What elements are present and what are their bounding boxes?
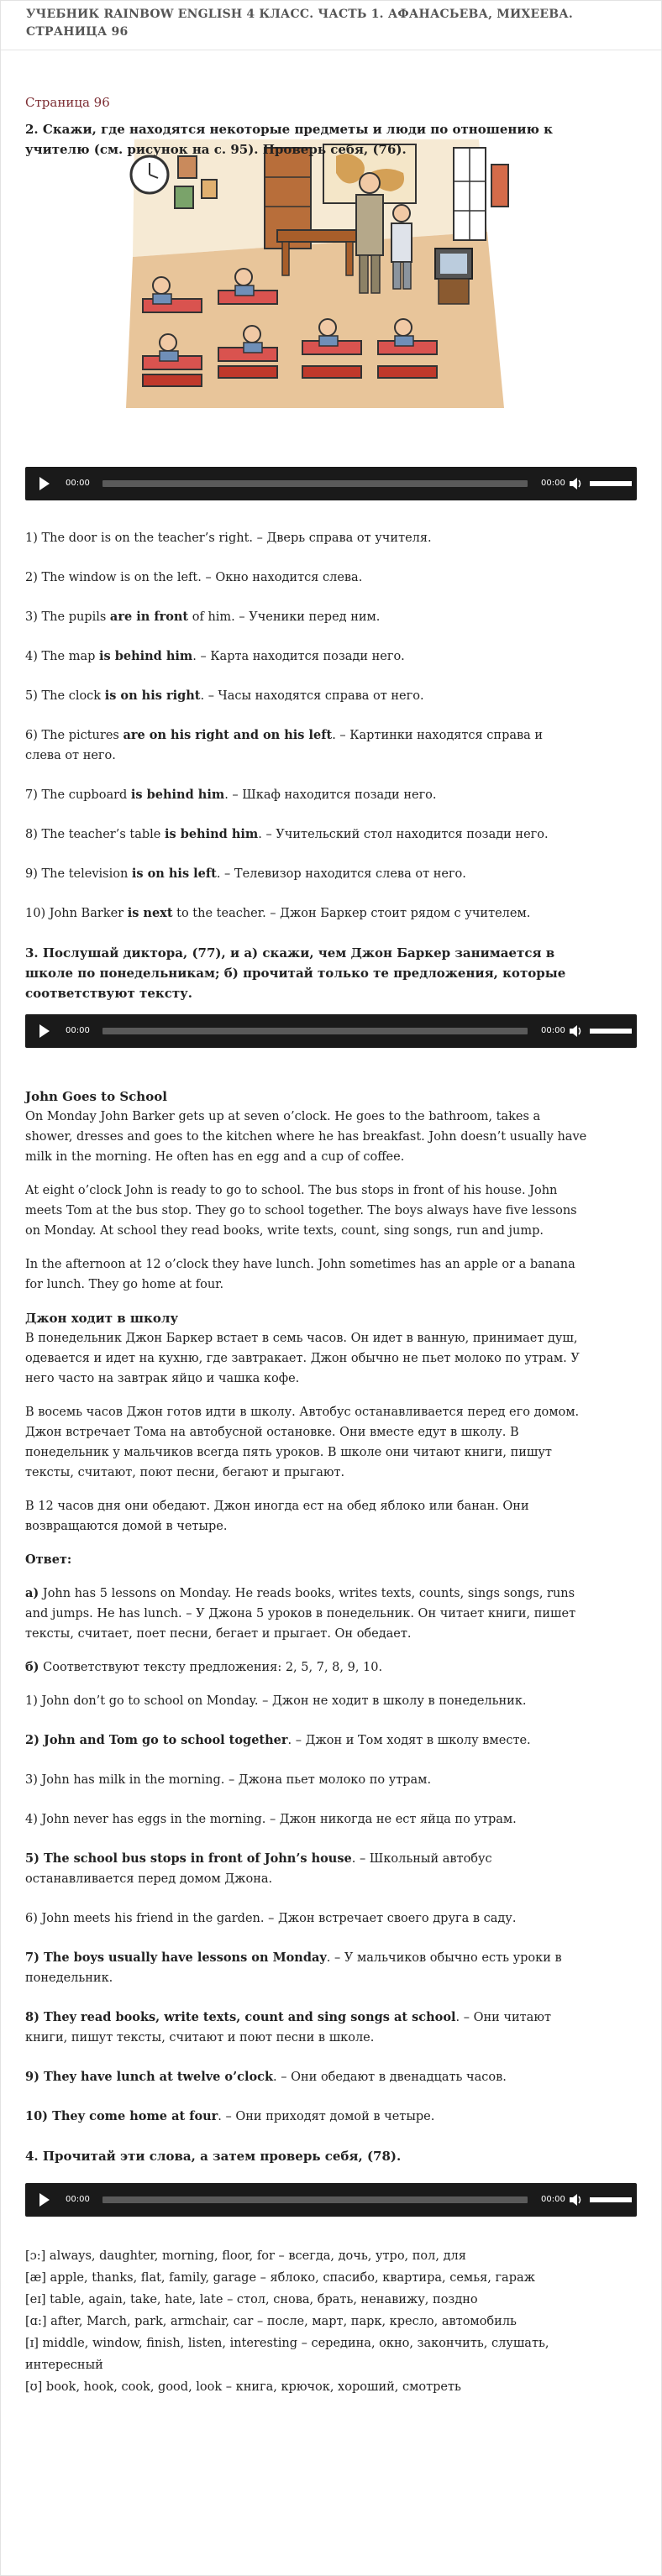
text-line: on Monday. At school they read books, write texts, count, sing songs, run and jump. — [25, 1224, 544, 1238]
answer-highlight: is next — [127, 906, 173, 920]
text-line: In the afternoon at 12 o’clock they have lunch. John sometimes has an apple or a banana — [25, 1258, 575, 1271]
audio-duration: 00:00 — [541, 1026, 565, 1035]
answer-text: . – Джон и Том ходят в школу вместе. — [287, 1734, 531, 1747]
text-line: тексты, считают, поют песни, бегают и прыгают. — [25, 1466, 345, 1479]
answer-text: to the teacher. – Джон Баркер стоит рядом с учителем. — [172, 907, 531, 920]
text-line: Джон встречает Тома на автобусной остановке. Они вместе едут в школу. В — [25, 1426, 519, 1439]
answer-text: 1) The door is on the teacher’s right. – Дверь справа от учителя. — [25, 531, 432, 545]
text-line: понедельник у мальчиков всегда пять уроков. В школе они читают книги, пишут — [25, 1446, 552, 1459]
text-line: On Monday John Barker gets up at seven o’clock. He goes to the bathroom, takes a — [25, 1110, 541, 1123]
volume-slider[interactable] — [590, 2197, 632, 2202]
phonetic-line: [ɪ] middle, window, finish, listen, interesting – середина, окно, закончить, слушать, — [25, 2337, 549, 2350]
answer-text: . – Они обедают в двенадцать часов. — [273, 2071, 507, 2084]
answer-text: . – Карта находится позади него. — [192, 650, 405, 663]
answer-text: . – Они приходят домой в четыре. — [218, 2110, 435, 2123]
answer-text: . – Учительский стол находится позади него. — [258, 828, 549, 841]
answer-item — [25, 864, 637, 884]
answer-highlight: is behind him — [130, 788, 225, 802]
audio-player-2 — [25, 1014, 637, 1048]
volume-icon[interactable] — [568, 1024, 583, 1038]
answer-item — [25, 725, 637, 766]
audio-player-1 — [25, 467, 637, 500]
text-line: John has 5 lessons on Monday. He reads books, writes texts, counts, sings songs, runs — [39, 1587, 575, 1600]
answer-item — [25, 528, 637, 548]
answer-item — [25, 607, 637, 627]
story-ru-paragraph-3 — [25, 1496, 637, 1537]
answer-text: . – Школьный автобус — [351, 1852, 492, 1866]
answer-highlight: is on his right — [104, 689, 201, 703]
answer-text: 3) John has milk in the morning. – Джона пьет молоко по утрам. — [25, 1773, 432, 1787]
story-en-paragraph-3 — [25, 1254, 637, 1295]
story-en-paragraph-1 — [25, 1107, 637, 1167]
audio-current-time: 00:00 — [66, 1026, 90, 1035]
play-icon[interactable] — [39, 477, 50, 490]
volume-icon[interactable] — [568, 477, 583, 490]
answer-item — [25, 647, 637, 667]
audio-current-time: 00:00 — [66, 2195, 90, 2204]
text-line: В восемь часов Джон готов идти в школу. Автобус останавливается перед его домом. — [25, 1406, 580, 1419]
answer-text: 7) The cupboard — [25, 788, 131, 802]
answer-highlight: are in front — [109, 610, 189, 624]
answer-text: 8) The teacher’s table — [25, 828, 165, 841]
task-4-heading: 4. Прочитай эти слова, а затем проверь себя, (78). — [25, 2149, 402, 2164]
answer-item — [25, 1948, 637, 1988]
answer-highlight: 5) The school bus stops in front of John’s house — [25, 1851, 352, 1866]
answer-text: of him. – Ученики перед ним. — [188, 610, 381, 624]
text-line: тексты, считает, поет песни, бегает и прыгает. Он обедает. — [25, 1627, 412, 1641]
task-2-answers — [25, 528, 637, 924]
answer-item — [25, 2067, 637, 2087]
text-line: одевается и идет на кухню, где завтракает. Джон обычно не пьет молоко по утрам. У — [25, 1352, 580, 1365]
story-en-title: John Goes to School — [25, 1089, 167, 1104]
answer-text: . – Часы находятся справа от него. — [200, 689, 424, 703]
audio-progress-rail[interactable] — [102, 480, 528, 487]
answer-text: . – Картинки находятся справа и — [332, 729, 544, 742]
answer-heading: Ответ: — [25, 1552, 72, 1567]
answer-text: останавливается перед домом Джона. — [25, 1872, 273, 1886]
main-content — [25, 69, 637, 2398]
audio-duration: 00:00 — [541, 2195, 565, 2204]
answer-highlight: is behind him — [98, 649, 193, 663]
page-title: УЧЕБНИК RAINBOW ENGLISH 4 КЛАСС. ЧАСТЬ 1. АФАНАСЬЕВА, МИХЕЕВА. СТРАНИЦА 96 — [26, 8, 573, 39]
answer-item — [25, 1770, 637, 1790]
story-ru-title: Джон ходит в школу — [25, 1311, 179, 1326]
answer-highlight: is behind him — [164, 827, 259, 841]
text-line: В 12 часов дня они обедают. Джон иногда ест на обед яблоко или банан. Они — [25, 1500, 529, 1513]
answer-text: 2) The window is on the left. – Окно находится слева. — [25, 571, 363, 584]
phonetic-line: [ɔ:] always, daughter, morning, floor, for – всегда, дочь, утро, пол, для — [25, 2249, 466, 2263]
answer-text: 9) The television — [25, 867, 132, 881]
audio-player-3 — [25, 2183, 637, 2217]
story-en-paragraph-2 — [25, 1181, 637, 1241]
answer-text: 10) John Barker — [25, 907, 128, 920]
answer-highlight: is on his left — [131, 867, 217, 881]
phonetic-line: [eɪ] table, again, take, hate, late – стол, снова, брать, ненавижу, поздно — [25, 2293, 478, 2306]
answer-text: 6) The pictures — [25, 729, 123, 742]
answer-text: . – Они читают — [455, 2011, 551, 2024]
story-ru-paragraph-1 — [25, 1328, 637, 1389]
play-icon[interactable] — [39, 1024, 50, 1038]
answer-a: а) John has 5 lessons on Monday. He reads books, writes texts, counts, sings songs, runs and jumps. He has lunch. – У Джона 5 уроков в понедельник. Он читает книги, пишет тексты, считает, поет песни, бегает и прыгает. Он обедает. — [25, 1586, 576, 1641]
answer-text: . – Шкаф находится позади него. — [224, 788, 437, 802]
answer-item — [25, 1809, 637, 1830]
text-line: and jumps. He has lunch. – У Джона 5 уроков в понедельник. Он читает книги, пишет — [25, 1607, 576, 1620]
volume-slider[interactable] — [590, 1029, 632, 1034]
answer-item — [25, 825, 637, 845]
phonetic-line: интересный — [25, 2359, 103, 2372]
answer-text: 6) John meets his friend in the garden. – Джон встречает своего друга в саду. — [25, 1912, 517, 1925]
answer-text: 4) The map — [25, 650, 99, 663]
audio-duration: 00:00 — [541, 479, 565, 488]
text-line: for lunch. They go home at four. — [25, 1278, 224, 1291]
answer-text: . – Телевизор находится слева от него. — [216, 867, 466, 881]
answer-text: . – У мальчиков обычно есть уроки в — [326, 1951, 562, 1965]
answer-item — [25, 1730, 637, 1751]
answer-highlight: 9) They have lunch at twelve o’clock — [25, 2070, 274, 2084]
answer-item — [25, 1691, 637, 1711]
page-header — [1, 1, 661, 50]
text-line: возвращаются домой в четыре. — [25, 1520, 228, 1533]
play-icon[interactable] — [39, 2193, 50, 2207]
answer-item — [25, 1849, 637, 1889]
phonetics-list — [25, 2245, 637, 2398]
text-line: milk in the morning. He often has en egg and a cup of coffee. — [25, 1150, 405, 1164]
task-3-heading: 3. Послушай диктора, (77), и а) скажи, чем Джон Баркер занимается в школе по понедельникам; б) прочитай только те предложения, которые соответствуют тексту. — [25, 945, 566, 1001]
answer-highlight: 10) They come home at four — [25, 2109, 218, 2123]
answer-highlight: are on his right and on his left — [123, 728, 333, 742]
answer-text: 3) The pupils — [25, 610, 110, 624]
answer-item — [25, 2008, 637, 2048]
audio-progress-rail[interactable] — [102, 1028, 528, 1034]
phonetic-line: [ʊ] book, hook, cook, good, look – книга, крючок, хороший, смотреть — [25, 2380, 461, 2394]
answer-item — [25, 1908, 637, 1929]
volume-slider[interactable] — [590, 481, 632, 486]
answer-text: 4) John never has eggs in the morning. – Джон никогда не ест яйца по утрам. — [25, 1813, 517, 1826]
answer-item — [25, 785, 637, 805]
story-ru-paragraph-2 — [25, 1402, 637, 1483]
task-2-heading: 2. Скажи, где находятся некоторые предметы и люди по отношению к учителю (см. рисунок на с. 95). Проверь себя, (76). — [25, 122, 553, 157]
task-3-answers — [25, 1691, 637, 2127]
text-line: shower, dresses and goes to the kitchen where he has breakfast. John doesn’t usually have — [25, 1130, 587, 1144]
answer-item — [25, 568, 637, 588]
audio-progress-rail[interactable] — [102, 2196, 528, 2203]
answer-b: б) Соответствуют тексту предложения: 2, 5, 7, 8, 9, 10. — [25, 1660, 383, 1674]
phonetic-line: [ɑ:] after, March, park, armchair, car – после, март, парк, кресло, автомобиль — [25, 2315, 517, 2328]
volume-icon[interactable] — [568, 2193, 583, 2207]
text-line: meets Tom at the bus stop. They go to school together. The boys always have five lessons — [25, 1204, 577, 1217]
text-line: В понедельник Джон Баркер встает в семь часов. Он идет в ванную, принимает душ, — [25, 1332, 578, 1345]
answer-text: 5) The clock — [25, 689, 105, 703]
text-line: него часто на завтрак яйцо и чашка кофе. — [25, 1372, 300, 1385]
phonetic-line: [æ] apple, thanks, flat, family, garage – яблоко, спасибо, квартира, семья, гараж — [25, 2271, 535, 2285]
answer-text: слева от него. — [25, 749, 116, 762]
text-line: At eight o’clock John is ready to go to school. The bus stops in front of his house. John — [25, 1184, 558, 1197]
answer-text: 1) John don’t go to school on Monday. – Джон не ходит в школу в понедельник. — [25, 1694, 527, 1708]
answer-item — [25, 686, 637, 706]
answer-highlight: 2) John and Tom go to school together — [25, 1733, 288, 1747]
audio-current-time: 00:00 — [66, 479, 90, 488]
answer-text: книги, пишут тексты, считают и поют песни в школе. — [25, 2031, 375, 2045]
answer-text: понедельник. — [25, 1971, 113, 1985]
answer-highlight: 7) The boys usually have lessons on Monday — [25, 1950, 327, 1965]
answer-item — [25, 903, 637, 924]
page-number: Страница 96 — [25, 95, 110, 110]
answer-highlight: 8) They read books, write texts, count and sing songs at school — [25, 2010, 456, 2024]
answer-item — [25, 2107, 637, 2127]
